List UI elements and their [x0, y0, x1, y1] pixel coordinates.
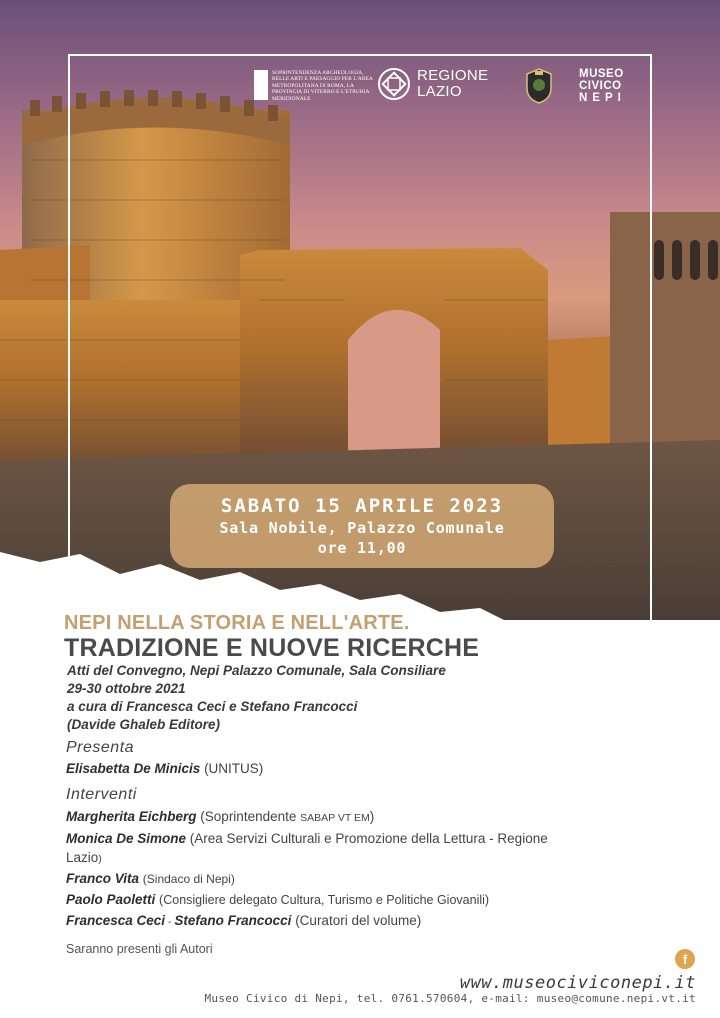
atti-line2: 29-30 ottobre 2021 [67, 681, 186, 696]
sponsor-logos [250, 66, 650, 116]
regione-text: REGIONE [417, 67, 489, 84]
museo-civico-nepi-logo [579, 68, 626, 104]
book-details [67, 662, 446, 734]
intervento-2-cont [66, 850, 102, 865]
book-title-line1: NEPI NELLA STORIA E NELL'ARTE. [64, 612, 410, 634]
presenta-role: (UNITUS) [204, 761, 264, 776]
speaker-separator: - [165, 916, 175, 928]
intervento-5 [66, 913, 421, 928]
authors-note: Saranno presenti gli Autori [66, 942, 213, 956]
contact-footer: Museo Civico di Nepi, tel. 0761.570604, e-mail: museo@comune.nepi.vt.it [204, 992, 696, 1005]
ministry-mark-icon [254, 70, 268, 100]
soprintendenza-text: SOPRINTENDENZA ARCHEOLOGIA, BELLE ARTI E PAESAGGIO PER L'AREA METROPOLITANA DI ROMA, LA PROVINCIA DI VITERBO E L'ETRURIA MERIDIONALE [272, 70, 373, 102]
nepi-crest-icon [526, 68, 552, 104]
intervento-2 [66, 831, 548, 846]
event-time: ore 11,00 [317, 539, 407, 557]
speaker-role: (Soprintendente [200, 809, 301, 824]
speaker-name: Margherita Eichberg [66, 809, 197, 824]
speaker-role: (Curatori del volume) [291, 913, 422, 928]
speaker-role: (Sindaco di Nepi) [142, 872, 235, 886]
event-date-pill [170, 484, 554, 568]
book-title-line2: TRADIZIONE E NUOVE RICERCHE [64, 634, 480, 662]
speaker-name: Franco Vita [66, 871, 140, 886]
speaker-name: Paolo Paoletti [66, 892, 156, 907]
speaker-name: Francesca Ceci [66, 913, 166, 928]
speaker-role-end: ) [98, 853, 102, 865]
speaker-name-2: Stefano Francocci [174, 913, 292, 928]
museo-line3: NEPI [579, 92, 626, 104]
presenta-heading: Presenta [66, 739, 135, 756]
event-date: SABATO 15 APRILE 2023 [220, 495, 504, 517]
website-link[interactable]: www.museociviconepi.it [459, 973, 696, 993]
intervento-4 [66, 892, 489, 907]
interventi-heading: Interventi [66, 786, 137, 803]
soprintendenza-logo [254, 70, 376, 102]
event-venue: Sala Nobile, Palazzo Comunale [219, 519, 505, 537]
speaker-role: (Area Servizi Culturali e Promozione della Lettura - Regione [189, 831, 548, 846]
speaker-role: (Consigliere delegato Cultura, Turismo e Politiche Giovanili) [159, 893, 490, 907]
speaker-role-acronym: SABAP VT EM [300, 812, 370, 824]
museo-line1: MUSEO [579, 68, 624, 80]
regione-lazio-logo [378, 68, 488, 100]
presenta-name: Elisabetta De Minicis [66, 761, 201, 776]
museo-line2: CIVICO [579, 80, 622, 92]
intervento-1 [66, 809, 374, 824]
atti-line3: a cura di Francesca Ceci e Stefano Francocci [67, 699, 358, 714]
atti-line1: Atti del Convegno, Nepi Palazzo Comunale, Sala Consiliare [67, 663, 446, 678]
lazio-text: LAZIO [417, 83, 462, 100]
intervento-3 [66, 871, 235, 886]
atti-line4: (Davide Ghaleb Editore) [67, 717, 221, 732]
presenta-line [66, 761, 263, 776]
facebook-icon[interactable]: f [675, 949, 695, 969]
regione-lazio-emblem-icon [378, 68, 410, 100]
speaker-role-end: ) [369, 809, 375, 824]
speaker-name: Monica De Simone [66, 831, 187, 846]
speaker-role-cont: Lazio [66, 850, 99, 865]
